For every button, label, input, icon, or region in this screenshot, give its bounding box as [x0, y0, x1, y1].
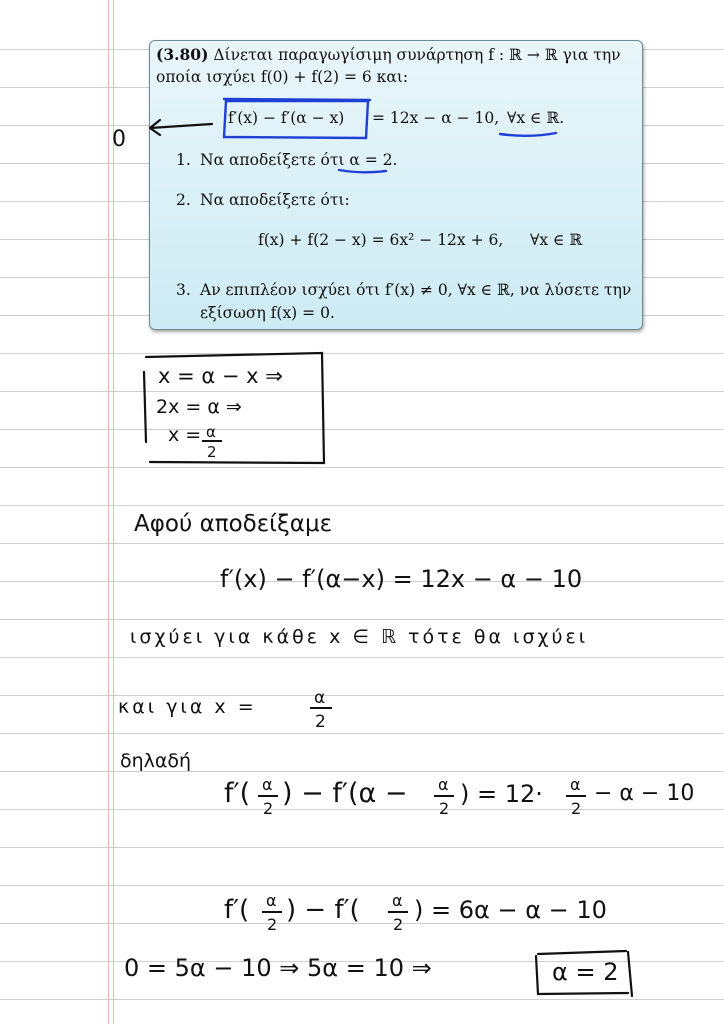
- line-simp-frac2-den: 2: [393, 915, 404, 934]
- blue-underline-alpha: [339, 170, 386, 172]
- line-sub-frac1-num: α: [262, 775, 273, 794]
- line-kai: και για x =: [118, 696, 257, 718]
- line-simp-frac1-num: α: [266, 891, 277, 910]
- line-sub-part-c: ) = 12·: [460, 780, 543, 808]
- line-kai-frac-den: 2: [315, 712, 326, 732]
- item-2-number: 2.: [176, 191, 191, 209]
- item-1-text: Να αποδείξετε ότι α = 2.: [200, 151, 398, 169]
- line-isxuei: ισχύει για κάθε x ∈ ℝ τότε θα ισχύει: [130, 626, 589, 648]
- margin-arrow: [150, 120, 212, 135]
- blue-box-top-edge: [224, 99, 370, 100]
- item-3-text-line2: εξίσωση f(x) = 0.: [200, 304, 335, 322]
- box-line3-frac-den: 2: [207, 443, 217, 461]
- line-afou: Αφού αποδείξαμε: [134, 511, 333, 537]
- line-simp-frac2-num: α: [392, 891, 403, 910]
- blue-underline-quantifier: [500, 133, 556, 136]
- box-line2: 2x = α ⇒: [156, 396, 242, 418]
- line-simp-part-c: ) = 6α − α − 10: [414, 896, 607, 924]
- blue-annotations: [224, 99, 556, 172]
- line-simp-frac1-den: 2: [267, 915, 278, 934]
- blue-box-around-lhs: [224, 101, 368, 138]
- line-sub-frac2-num: α: [438, 775, 449, 794]
- line-sub-part-d: − α − 10: [594, 781, 695, 806]
- item-1-number: 1.: [176, 151, 191, 169]
- box-line1: x = α − x ⇒: [158, 364, 283, 388]
- problem-intro-line1: (3.80) Δίνεται παραγωγίσιμη συνάρτηση f : ℝ → ℝ για την: [156, 45, 621, 64]
- line-simp-part-b: ) − f′(: [286, 895, 360, 925]
- line-sub-frac1-den: 2: [263, 799, 274, 818]
- problem-number: (3.80): [156, 45, 209, 64]
- line-equation: f′(x) − f′(α−x) = 12x − α − 10: [220, 565, 583, 593]
- box-line3-frac-num: α: [206, 423, 216, 441]
- problem-main-lhs: f′(x) − f′(α − x): [228, 109, 345, 127]
- problem-intro-line2: οποία ισχύει f(0) + f(2) = 6 και:: [156, 68, 409, 86]
- item-3-number: 3.: [176, 281, 191, 299]
- item-2-quantifier: ∀x ∈ ℝ: [530, 231, 583, 249]
- problem-main-rhs: = 12x − α − 10,: [372, 109, 500, 127]
- item-2-text: Να αποδείξετε ότι:: [200, 191, 350, 209]
- line-simp-part-a: f′(: [224, 895, 250, 925]
- item-2-formula: f(x) + f(2 − x) = 6x² − 12x + 6,: [258, 231, 504, 249]
- final-answer: α = 2: [552, 958, 619, 986]
- line-dhladh: δηλαδή: [120, 750, 192, 772]
- problem-main-quantifier: ∀x ∈ ℝ.: [507, 109, 565, 127]
- line-final: 0 = 5α − 10 ⇒ 5α = 10 ⇒: [124, 954, 432, 982]
- line-sub-frac3-den: 2: [571, 799, 582, 818]
- margin-zero: 0: [112, 127, 126, 152]
- line-kai-frac-num: α: [314, 688, 326, 708]
- line-sub-frac3-num: α: [570, 775, 581, 794]
- line-sub-part-b: ) − f′(α −: [282, 778, 408, 809]
- box-line3-lhs: x =: [168, 424, 202, 446]
- item-3-text: Αν επιπλέον ισχύει ότι f′(x) ≠ 0, ∀x ∈ ℝ, να λύσετε την: [200, 281, 632, 299]
- line-sub-frac2-den: 2: [439, 799, 450, 818]
- line-sub-part-a: f′(: [224, 778, 251, 809]
